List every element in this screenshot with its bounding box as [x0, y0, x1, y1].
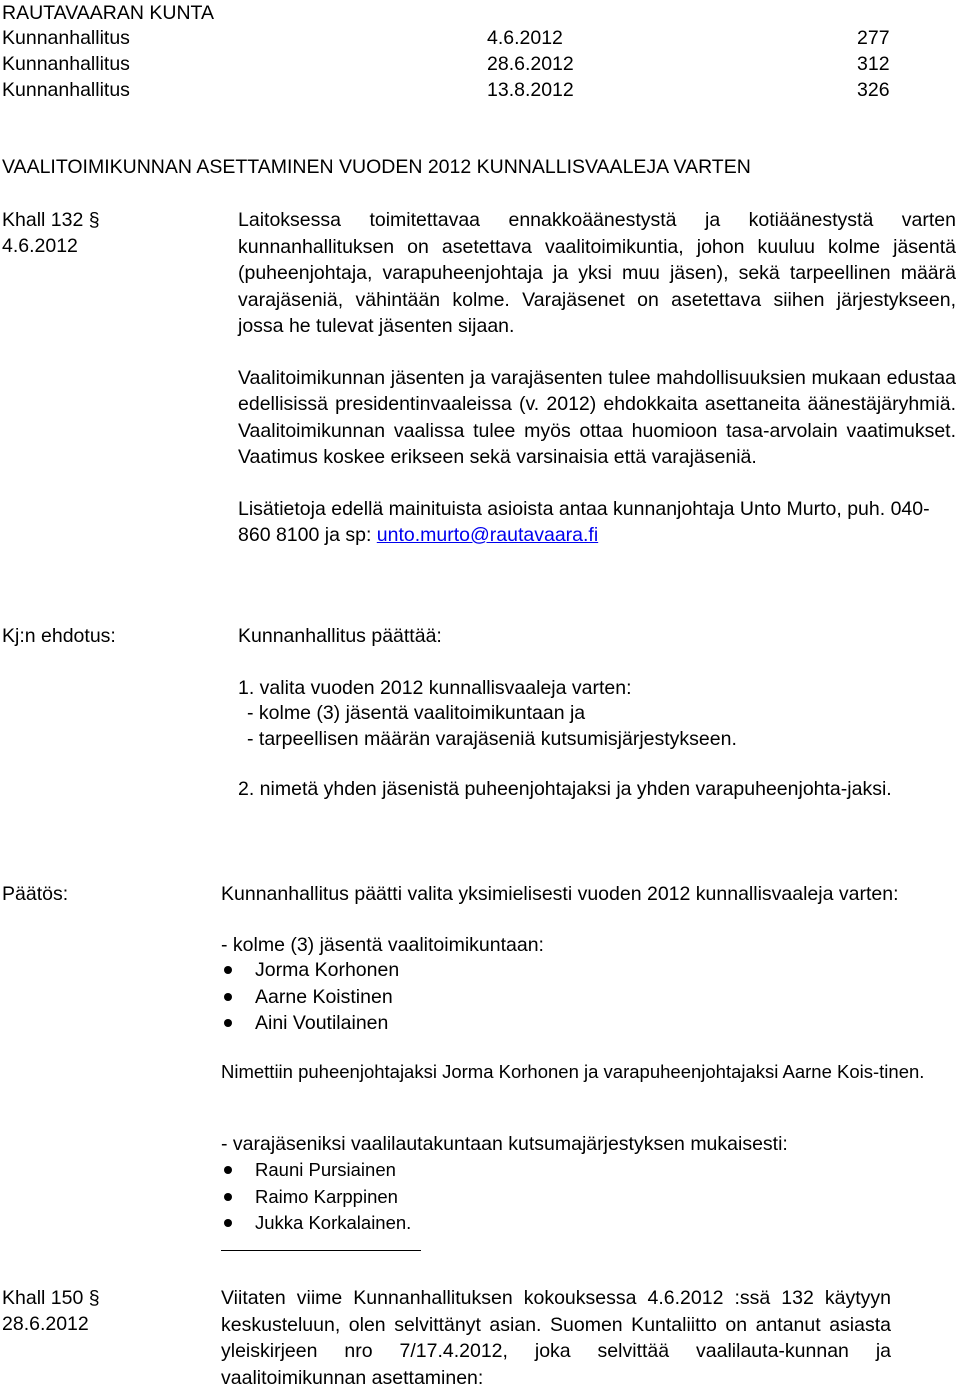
bullet-icon: [224, 966, 232, 974]
bullet-icon: [224, 1193, 232, 1201]
proposal-item-2: 2. nimetä yhden jäsenistä puheenjohtajaksi ja yhden varapuheenjohta-jaksi.: [238, 778, 892, 800]
list-item: Aini Voutilainen: [221, 1010, 399, 1037]
section-body: [238, 207, 956, 549]
separator-line: [221, 1250, 421, 1251]
proposal-item-1-sub-2: - tarpeellisen määrän varajäseniä kutsumisjärjestykseen.: [247, 728, 737, 750]
decision-text: Kunnanhallitus päätti valita yksimielisesti vuoden 2012 kunnallisvaaleja varten:: [221, 883, 899, 905]
meeting-page-2: 312: [857, 53, 890, 75]
contact-text: Lisätietoja edellä mainituista asioista antaa kunnanjohtaja Unto Murto, puh. 040-860 8100 ja sp:: [238, 497, 930, 546]
decision-label: Päätös:: [2, 883, 69, 905]
section2-text: Viitaten viime Kunnanhallituksen kokouksessa 4.6.2012 :ssä 132 käytyyn keskusteluun, olen selvittänyt asian. Suomen Kuntaliitto on antanut asiasta yleiskirjeen nro 7/17.4.2012, joka selvittää vaalilauta-kunnan ja vaalitoimikunnan asettaminen:: [221, 1287, 891, 1389]
members-lead: - kolme (3) jäsentä vaalitoimikuntaan:: [221, 934, 544, 956]
paragraph-contact: [238, 496, 956, 549]
section-date: 4.6.2012: [2, 235, 78, 257]
meeting-page-1: 277: [857, 27, 890, 49]
proposal-lead: Kunnanhallitus päättää:: [238, 625, 442, 647]
bullet-icon: [224, 993, 232, 1001]
bullet-icon: [224, 1019, 232, 1027]
document-title: VAALITOIMIKUNNAN ASETTAMINEN VUODEN 2012 KUNNALLISVAALEJA VARTEN: [2, 156, 751, 178]
paragraph-election-committee: Laitoksessa toimitettavaa ennakkoäänestystä ja kotiäänestystä varten kunnanhallituksen on asetettava vaalitoimikuntia, johon kuuluu kolme jäsentä (puheenjohtaja, varapuheenjohtaja ja yksi muu jäsen), sekä tarpeellinen määrä varajäseniä, vähintään kolme. Varajäsenet on asetettava siihen järjestykseen, jossa he tulevat jäsenten sijaan.: [238, 209, 956, 337]
chair-appointment: Nimettiin puheenjohtajaksi Jorma Korhonen ja varapuheenjohtajaksi Aarne Kois-tinen.: [221, 1061, 925, 1082]
section2-reference: Khall 150 §: [2, 1287, 100, 1309]
meeting-page-3: 326: [857, 79, 890, 101]
section-reference: Khall 132 §: [2, 209, 100, 231]
deputies-lead: - varajäseniksi vaalilautakuntaan kutsumajärjestyksen mukaisesti:: [221, 1133, 788, 1155]
proposal-item-1-sub-1: - kolme (3) jäsentä vaalitoimikuntaan ja: [247, 702, 586, 724]
section2-date: 28.6.2012: [2, 1313, 89, 1335]
meeting-body-2: Kunnanhallitus: [2, 53, 130, 75]
meeting-body-1: Kunnanhallitus: [2, 27, 130, 49]
list-item: Rauni Pursiainen: [221, 1157, 411, 1184]
paragraph-representation: Vaalitoimikunnan jäsenten ja varajäsenten tulee mahdollisuuksien mukaan edustaa edellisissä presidentinvaaleissa (v. 2012) ehdokkaita asettaneita äänestäjäryhmiä. Vaalitoimikunnan vaalissa tulee myös ottaa huomioon tasa-arvolain vaatimukset. Vaatimus koskee erikseen sekä varsinaisia että varajäseniä.: [238, 366, 956, 468]
meeting-date-1: 4.6.2012: [487, 27, 563, 49]
bullet-icon: [224, 1166, 232, 1174]
members-list: [221, 957, 399, 1037]
bullet-icon: [224, 1219, 232, 1227]
email-link[interactable]: unto.murto@rautavaara.fi: [376, 524, 599, 546]
list-item: Aarne Koistinen: [221, 984, 399, 1011]
list-item: Raimo Karppinen: [221, 1184, 411, 1211]
proposal-item-1: 1. valita vuoden 2012 kunnallisvaaleja varten:: [238, 677, 632, 699]
meeting-date-2: 28.6.2012: [487, 53, 574, 75]
organization-name: RAUTAVAARAN KUNTA: [2, 2, 214, 24]
meeting-date-3: 13.8.2012: [487, 79, 574, 101]
list-item: Jorma Korhonen: [221, 957, 399, 984]
list-item: Jukka Korkalainen.: [221, 1210, 411, 1237]
deputies-list: [221, 1157, 411, 1237]
meeting-body-3: Kunnanhallitus: [2, 79, 130, 101]
proposal-label: Kj:n ehdotus:: [2, 625, 116, 647]
